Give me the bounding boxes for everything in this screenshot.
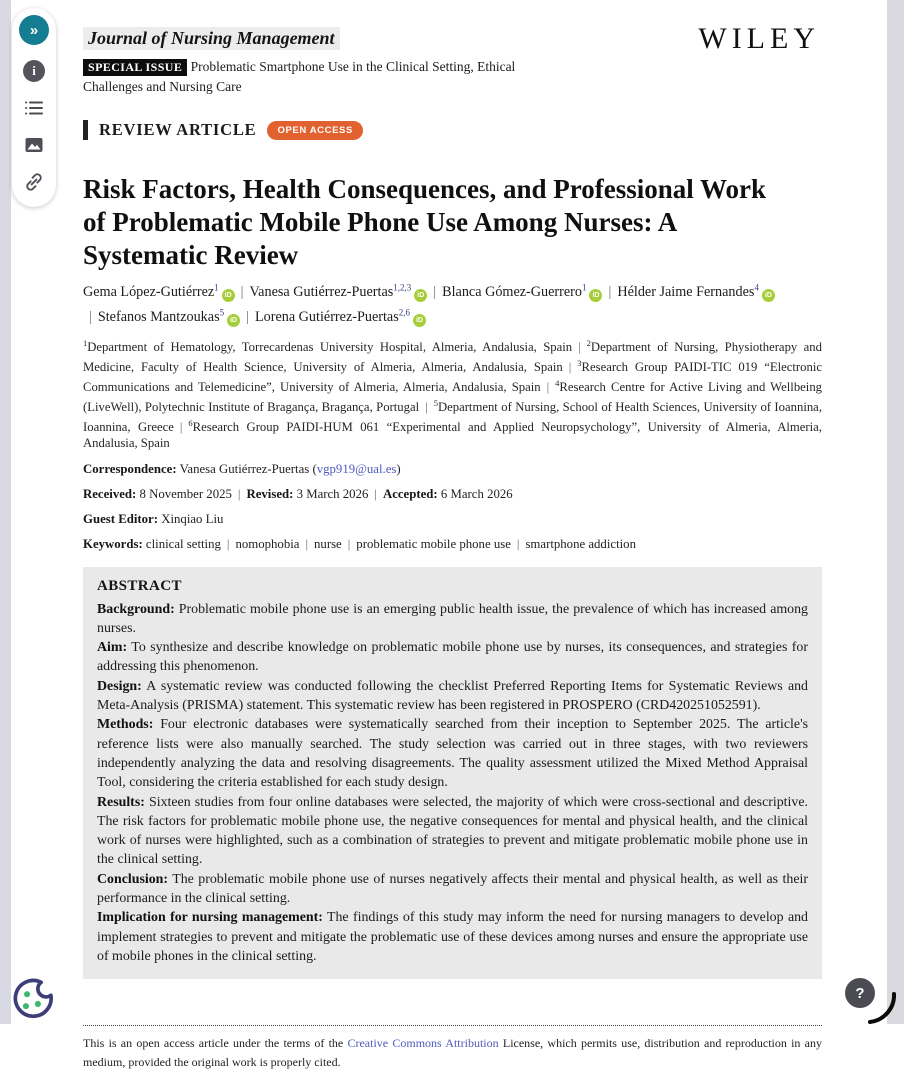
orcid-icon[interactable]: iD: [414, 289, 427, 302]
correspondence-label: Correspondence:: [83, 461, 177, 476]
license-link[interactable]: Creative Commons Attribution: [347, 1036, 499, 1051]
abstract-section-label: Implication for nursing management:: [97, 910, 323, 926]
correspondence-line: [83, 461, 822, 477]
guest-editor-label: Guest Editor:: [83, 511, 159, 526]
author-affiliation-sup: 5: [219, 306, 225, 317]
affiliation-text: Research Centre for Active Living and Wellbeing (LiveWell), Polytechnic Institute of Bragança, Bragança, Portugal: [83, 379, 823, 414]
journal-title[interactable]: Journal of Nursing Management: [83, 27, 340, 50]
abstract-box: [83, 567, 822, 980]
separator: |: [226, 536, 230, 551]
keywords-label: Keywords:: [83, 536, 143, 551]
separator: |: [546, 379, 550, 394]
author-name: Vanesa Gutiérrez-Puertas: [249, 283, 394, 300]
affiliation-text: Research Group PAIDI-HUM 061 “Experimental and Applied Neuropsychology”, University of Almeria, Almeria, Andalusia, Spain: [83, 419, 822, 450]
article-title: Risk Factors, Health Consequences, and Professional Work of Problematic Mobile Phone Use Among Nurses: A Systematic Review: [83, 174, 767, 271]
affiliation-sup: 2: [586, 337, 591, 348]
author: [83, 284, 235, 300]
abstract-section: Background: Problematic mobile phone use is an emerging public health issue, the prevalence of which has increased among nurses.: [97, 601, 808, 636]
author-name: Blanca Gómez-Guerrero: [442, 283, 582, 300]
share-link-icon[interactable]: [23, 171, 45, 193]
author: [97, 306, 240, 325]
abstract-heading: ABSTRACT: [97, 577, 182, 594]
orcid-icon[interactable]: iD: [589, 289, 602, 302]
date-label: Received:: [83, 486, 137, 501]
author: [617, 284, 775, 300]
affiliation-sup: 4: [555, 377, 560, 388]
expand-sidebar-button[interactable]: »: [19, 15, 49, 45]
affiliation-sup: 5: [433, 397, 438, 408]
affiliation-text: Department of Hematology, Torrecardenas University Hospital, Almeria, Andalusia, Spain: [87, 339, 573, 354]
affiliations: [83, 336, 822, 452]
author: [250, 284, 428, 300]
abstract-section-label: Design:: [97, 678, 142, 694]
abstract-section: Results: Sixteen studies from four online databases were selected, the majority of which were cross-sectional and descriptive. The risk factors for problematic mobile phone use, the negative consequences for mental and physical health, and the clinical work of nurses were highlighted, such as a combination of strategies to prevent and mitigate problematic mobile phone use in the clinical setting.: [97, 794, 808, 868]
contents-list-icon[interactable]: [23, 97, 45, 119]
separator: |: [516, 536, 520, 551]
loading-spinner-arc: [858, 988, 898, 1028]
figures-icon[interactable]: [23, 134, 45, 156]
keywords-line: [83, 536, 822, 552]
dates-line: [83, 486, 822, 502]
affiliation-text: Research Group PAIDI-TIC 019 “Electronic Communications and Telemedicine”, University of Almeria, Almeria, Andalusia, Spain: [83, 359, 822, 394]
help-button[interactable]: ?: [845, 978, 875, 1008]
keyword[interactable]: clinical setting: [145, 536, 221, 551]
keyword[interactable]: nomophobia: [235, 536, 300, 551]
abstract-section-label: Aim:: [97, 640, 128, 656]
author-name: Stefanos Mantzoukas: [97, 308, 220, 325]
open-access-badge: OPEN ACCESS: [267, 121, 362, 140]
article-type-row: [83, 120, 822, 140]
license-statement: [83, 1034, 822, 1072]
keyword[interactable]: problematic mobile phone use: [356, 536, 511, 551]
correspondence-name: Vanesa Gutiérrez-Puertas: [179, 461, 310, 476]
orcid-icon[interactable]: iD: [227, 314, 240, 327]
affiliation-sup: 3: [577, 357, 582, 368]
affiliation-sup: 6: [188, 417, 193, 428]
separator: |: [568, 359, 572, 374]
special-issue-badge: SPECIAL ISSUE: [83, 59, 187, 76]
separator: |: [433, 283, 437, 300]
article-content: [83, 0, 822, 1072]
abstract-section-label: Background:: [97, 601, 175, 617]
affiliation-text: Department of Nursing, Physiotherapy and Medicine, Faculty of Health Science, University of Almeria, Almeria, Andalusia, Spain: [83, 339, 822, 374]
separator: |: [305, 536, 309, 551]
abstract-section: Methods: Four electronic databases were systematically searched from their inception to September 2025. The article's reference lists were also manually searched. The study selection was carried out in three stages, with two reviewers independently analyzing the data and resolving disagreements. The quality assessment utilized the Mixed Method Appraisal Tool, considering the criteria established for each study design.: [97, 717, 808, 791]
special-issue-text: Problematic Smartphone Use in the Clinical Setting, Ethical Challenges and Nursing Care: [83, 59, 516, 94]
separator: |: [608, 283, 612, 300]
author: [254, 306, 426, 325]
author-affiliation-sup: 1: [214, 282, 219, 293]
author-name: Gema López-Gutiérrez: [83, 283, 215, 300]
separator: |: [89, 308, 92, 325]
author-affiliation-sup: 1: [581, 282, 587, 293]
keyword[interactable]: nurse: [314, 536, 342, 551]
date-value: 6 March 2026: [437, 486, 513, 501]
separator: |: [374, 486, 377, 501]
author-affiliation-sup: 2,6: [398, 306, 410, 317]
guest-editor-line: [83, 511, 822, 527]
separator: |: [237, 486, 241, 501]
affiliation: [83, 417, 822, 450]
separator: |: [347, 536, 351, 551]
abstract-section-label: Results:: [97, 794, 145, 810]
orcid-icon[interactable]: iD: [413, 314, 426, 327]
article-type-label: REVIEW ARTICLE: [99, 120, 257, 140]
correspondence-paren-close: ): [396, 461, 401, 476]
license-text-pre: This is an open access article under the terms of the: [83, 1036, 348, 1051]
right-scrollbar-gutter[interactable]: [887, 0, 904, 1024]
author-affiliation-sup: 1,2,3: [393, 282, 412, 293]
date-label: Accepted:: [382, 486, 438, 501]
date-value: 8 November 2025: [136, 486, 232, 501]
separator: |: [179, 419, 183, 434]
separator: |: [425, 399, 428, 414]
type-accent-bar: [83, 120, 88, 140]
left-gutter: [0, 0, 11, 1024]
abstract-section: Aim: To synthesize and describe knowledge on problematic mobile phone use by nurses, its consequences, and strategies for addressing this phenomenon.: [97, 640, 808, 675]
affiliation-text: Department of Nursing, School of Health Sciences, University of Ioannina, Ioannina, Greece: [83, 399, 822, 434]
author-name: Lorena Gutiérrez-Puertas: [254, 308, 399, 325]
date-value: 3 March 2026: [293, 486, 369, 501]
info-icon[interactable]: i: [23, 60, 45, 82]
guest-editor-name: Xinqiao Liu: [161, 511, 224, 526]
correspondence-email-link[interactable]: vgp919@ual.es: [316, 461, 397, 476]
authors-line: [83, 277, 822, 326]
orcid-icon[interactable]: iD: [762, 289, 775, 302]
cookie-consent-icon[interactable]: [7, 972, 59, 1024]
affiliation: [83, 337, 573, 354]
affiliation-sup: 1: [83, 337, 88, 348]
author-name: Hélder Jaime Fernandes: [617, 283, 755, 300]
footer-divider: [83, 1025, 822, 1026]
separator: |: [240, 283, 244, 300]
abstract-section: Design: A systematic review was conducted following the checklist Preferred Reporting Items for Systematic Reviews and Meta-Analysis (PRISMA) statement. This systematic review has been registered in PROSPERO (CRD420251052591).: [97, 678, 808, 714]
date-label: Revised:: [246, 486, 294, 501]
correspondence-paren-open: (: [312, 461, 317, 476]
abstract-section-label: Conclusion:: [97, 871, 169, 887]
abstract-sections: [97, 600, 808, 967]
license-text-post: License, which permits use, distribution and reproduction in any medium, provided the original work is properly cited.: [83, 1036, 822, 1070]
abstract-section-label: Methods:: [97, 717, 154, 733]
wiley-logo[interactable]: WILEY: [698, 22, 820, 55]
masthead: [83, 0, 822, 96]
abstract-section: Implication for nursing management: The findings of this study may inform the need for nursing managers to develop and implement strategies to prevent and mitigate the problematic use of these devices among nurses and ensure the appropriate use of mobile phones in the clinical setting.: [97, 910, 808, 964]
special-issue-line: [83, 57, 553, 96]
floating-toolbar: [12, 8, 56, 207]
author-affiliation-sup: 4: [754, 282, 759, 293]
abstract-section: Conclusion: The problematic mobile phone use of nurses negatively affects their mental and physical health, as well as their performance in the clinical setting.: [97, 871, 808, 906]
author: [442, 284, 602, 300]
separator: |: [246, 308, 249, 325]
keyword[interactable]: smartphone addiction: [525, 536, 636, 551]
separator: |: [578, 339, 581, 354]
orcid-icon[interactable]: iD: [222, 289, 235, 302]
